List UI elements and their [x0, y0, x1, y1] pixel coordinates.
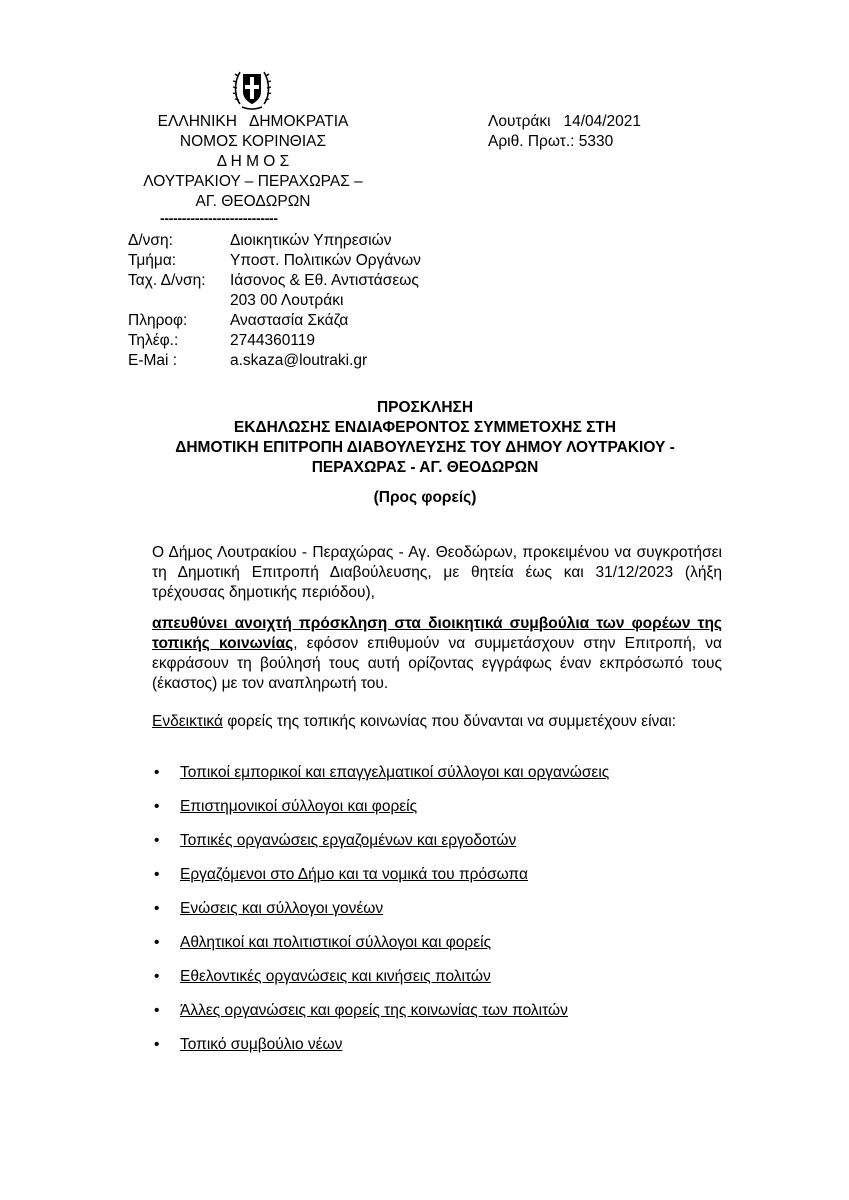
issuer-municipality-name-2: ΑΓ. ΘΕΟΔΩΡΩΝ [195, 193, 311, 210]
protocol-number: Αριθ. Πρωτ.: 5330 [488, 133, 614, 150]
contact-value: Διοικητικών Υπηρεσιών [230, 232, 392, 249]
list-item-text: Άλλες οργανώσεις και φορείς της κοινωνίας των πολιτών [180, 1002, 568, 1019]
greek-coat-of-arms-icon [232, 64, 272, 112]
bullet-icon: • [154, 866, 160, 883]
title-line: ΕΚΔΗΛΩΣΗΣ ΕΝΔΙΑΦΕΡΟΝΤΟΣ ΣΥΜΜΕΤΟΧΗΣ ΣΤΗ [233, 419, 617, 436]
eligible-intro-rest: φορείς της τοπικής κοινωνίας που δύνανται να συμμετέχουν είναι: [222, 713, 676, 730]
document-title [128, 398, 722, 478]
title-line: ΠΡΟΣΚΛΗΣΗ [376, 399, 474, 416]
invitation-paragraph [152, 614, 722, 694]
list-item [152, 797, 722, 831]
contact-row [128, 331, 421, 351]
issuer-block [128, 112, 378, 212]
eligible-bodies-list [152, 763, 722, 1069]
contact-row [128, 271, 421, 291]
issuer-country: ΕΛΛΗΝΙΚΗ ΔΗΜΟΚΡΑΤΙΑ [157, 113, 349, 130]
bullet-icon: • [154, 764, 160, 781]
contact-label: Δ/νση: [128, 232, 173, 249]
document-subtitle: (Προς φορείς) [373, 489, 477, 506]
bullet-icon: • [154, 1002, 160, 1019]
list-item [152, 763, 722, 797]
contact-details [128, 231, 421, 371]
contact-label: Πληροφ: [128, 312, 188, 329]
contact-value: Ιάσονος & Εθ. Αντιστάσεως [230, 272, 419, 289]
list-item-text: Αθλητικοί και πολιτιστικοί σύλλογοι και φορείς [180, 934, 492, 951]
contact-row [128, 311, 421, 331]
list-item [152, 831, 722, 865]
title-line: ΠΕΡΑΧΩΡΑΣ - ΑΓ. ΘΕΟΔΩΡΩΝ [311, 459, 539, 476]
eligible-intro-paragraph [152, 712, 722, 732]
list-item [152, 1035, 722, 1069]
contact-label: Τηλέφ.: [128, 332, 179, 349]
contact-value: 203 00 Λουτράκι [230, 292, 344, 309]
bullet-icon: • [154, 934, 160, 951]
invitation-emphasis: απευθύνει ανοιχτή πρόσκληση στα διοικητικά συμβούλια των φορέων της τοπικής κοινωνίας [152, 615, 722, 652]
bullet-icon: • [154, 900, 160, 917]
bullet-icon: • [154, 1036, 160, 1053]
issuer-prefecture: ΝΟΜΟΣ ΚΟΡΙΝΘΙΑΣ [179, 133, 327, 150]
contact-value: Αναστασία Σκάζα [230, 312, 349, 329]
contact-email: a.skaza@loutraki.gr [230, 352, 368, 369]
list-item-text: Τοπικές οργανώσεις εργαζομένων και εργοδοτών [180, 832, 517, 849]
bullet-icon: • [154, 798, 160, 815]
list-item [152, 899, 722, 933]
list-item-text: Ενώσεις και σύλλογοι γονέων [180, 900, 384, 917]
list-item [152, 865, 722, 899]
contact-label: Ταχ. Δ/νση: [128, 272, 206, 289]
document-date: Λουτράκι 14/04/2021 [488, 113, 642, 130]
contact-row [128, 231, 421, 251]
list-item-text: Εθελοντικές οργανώσεις και κινήσεις πολιτών [180, 968, 491, 985]
contact-row [128, 351, 421, 371]
issuer-municipality-label: Δ Η Μ Ο Σ [216, 153, 290, 170]
list-item-text: Τοπικό συμβούλιο νέων [180, 1036, 343, 1053]
list-item [152, 967, 722, 1001]
contact-label [128, 291, 230, 311]
list-item [152, 1001, 722, 1035]
issuer-municipality-name-1: ΛΟΥΤΡΑΚΙΟΥ – ΠΕΡΑΧΩΡΑΣ – [143, 173, 363, 190]
list-item [152, 933, 722, 967]
indicative-label: Ενδεικτικά [152, 713, 223, 730]
contact-row [128, 291, 421, 311]
contact-label: E-Mai : [128, 352, 178, 369]
invitation-rest: , εφόσον επιθυμούν να συμμετάσχουν στην Επιτροπή, να εκφράσουν τη βούλησή τους αυτή ορίζοντας εγγράφως έναν εκπρόσωπό τους (έκαστος) με τον αναπληρωτή του. [152, 635, 723, 692]
title-line: ΔΗΜΟΤΙΚΗ ΕΠΙΤΡΟΠΗ ΔΙΑΒΟΥΛΕΥΣΗΣ ΤΟΥ ΔΗΜΟΥ ΛΟΥΤΡΑΚΙΟΥ - [175, 439, 675, 456]
bullet-icon: • [154, 968, 160, 985]
contact-value: Υποστ. Πολιτικών Οργάνων [230, 252, 421, 269]
intro-paragraph: Ο Δήμος Λουτρακίου - Περαχώρας - Αγ. Θεοδώρων, προκειμένου να συγκροτήσει τη Δημοτική Επιτροπή Διαβούλευσης, με θητεία έως και 31/12/2023 (λήξη τρέχουσας δημοτικής περιόδου), [152, 544, 722, 601]
list-item-text: Εργαζόμενοι στο Δήμο και τα νομικά του πρόσωπα [180, 866, 528, 883]
bullet-icon: • [154, 832, 160, 849]
date-protocol-block [488, 112, 641, 152]
contact-value: 2744360119 [230, 332, 316, 349]
header-divider: --------------------------- [160, 210, 278, 226]
list-item-text: Επιστημονικοί σύλλογοι και φορείς [180, 798, 418, 815]
contact-label: Τμήμα: [128, 252, 177, 269]
contact-row [128, 251, 421, 271]
list-item-text: Τοπικοί εμπορικοί και επαγγελματικοί σύλλογοι και οργανώσεις [180, 764, 610, 781]
